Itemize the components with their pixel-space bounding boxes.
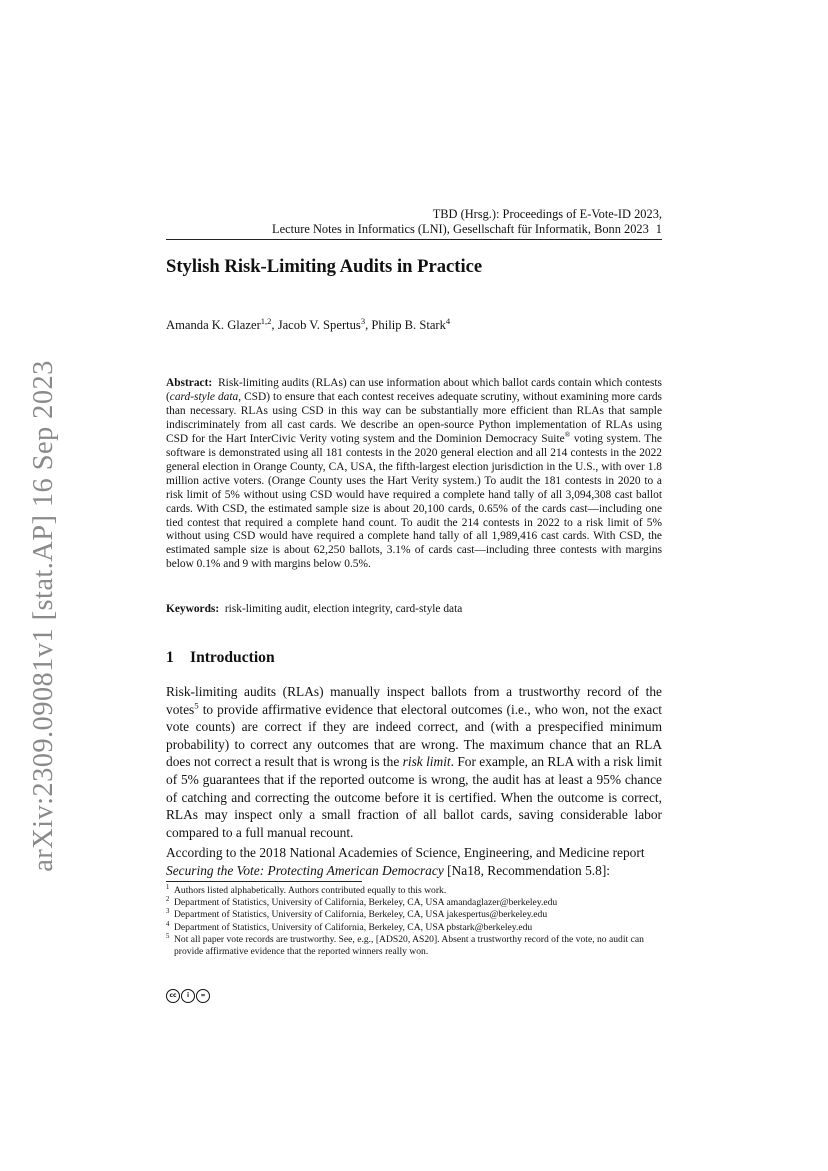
footnote-text: Department of Statistics, University of California, Berkeley, CA, USA amandaglazer@berkeley.edu — [174, 897, 558, 909]
footnote-mark: 4 — [166, 920, 170, 928]
author-separator: , — [365, 318, 372, 333]
section-title: Introduction — [190, 649, 275, 666]
section-number: 1 — [166, 649, 174, 666]
body-text: to provide affirmative evidence that electoral outcomes (i.e., who won, not the exact vote counts) are correct if they are indeed correct, and (with a prespecified minimum probability) to correct any outcomes that are wrong. The maximum chance that an RLA does not correct a result that is wrong is the — [166, 701, 662, 770]
author-affiliation-mark: 3 — [360, 316, 366, 326]
footnote-text: Department of Statistics, University of California, Berkeley, CA, USA jakespertus@berkeley.edu — [174, 909, 548, 921]
footnote-text: Department of Statistics, University of California, Berkeley, CA, USA pbstark@berkeley.edu — [174, 921, 533, 933]
running-header-venue: Lecture Notes in Informatics (LNI), Gesellschaft für Informatik, Bonn 2023 — [272, 222, 649, 236]
page-number: 1 — [655, 222, 662, 236]
no-derivatives-icon: = — [196, 989, 210, 1003]
author-affiliation-mark: 1,2 — [260, 316, 272, 326]
footnote-text: Authors listed alphabetically. Authors contributed equally to this work. — [174, 885, 447, 896]
footnote-marker: 5 — [194, 700, 199, 711]
registered-mark: ® — [564, 430, 571, 440]
footnote-mark: 5 — [166, 932, 170, 940]
body-text: [Na18, Recommendation 5.8]: — [443, 862, 611, 878]
abstract-label: Abstract: — [166, 377, 213, 389]
footnote — [166, 885, 662, 897]
footnote — [166, 897, 662, 909]
body-text: Risk-limiting audits (RLAs) manually inspect ballots from a trustworthy record of the votes — [166, 684, 662, 717]
footnote-mark: 3 — [166, 908, 170, 916]
running-header-line1: TBD (Hrsg.): Proceedings of E-Vote-ID 2023, — [432, 207, 662, 221]
author-separator: , — [271, 318, 278, 333]
author-affiliation-mark: 4 — [445, 316, 451, 326]
keywords-text: risk-limiting audit, election integrity, card-style data — [224, 603, 463, 615]
keywords-label: Keywords: — [166, 603, 220, 615]
abstract — [166, 377, 662, 572]
body-text: According to the 2018 National Academies of Science, Engineering, and Medicine report — [166, 845, 645, 860]
running-header-line2 — [166, 222, 662, 237]
footnote-mark: 1 — [166, 884, 170, 891]
intro-paragraph-2 — [166, 844, 662, 879]
report-title: Securing the Vote: Protecting American Democracy — [166, 862, 444, 878]
footnote-mark: 2 — [166, 896, 170, 904]
arxiv-side-stamp — [24, 360, 64, 872]
footnotes — [166, 885, 662, 958]
paper-title: Stylish Risk-Limiting Audits in Practice — [166, 256, 483, 277]
author-name: Philip B. Stark — [371, 318, 446, 333]
abstract-term: card-style data — [169, 390, 239, 403]
body-text: . For example, an RLA with a risk limit of 5% guarantees that if the reported outcome is wrong, the audit has at least a 95% chance of catching and correcting the outcome before it is certified. When the outcome is correct, RLAs may inspect only a small fraction of all ballot cards, saving considerable labor compared to a full manual recount. — [166, 754, 662, 840]
footnote-rule — [166, 881, 362, 882]
abstract-text: voting system. The software is demonstrated using all 181 contests in the 2020 general election and all 214 contests in the 2022 general election in Orange County, CA, USA, the fifth-largest election jurisdiction in the U.S., with over 1.8 million active voters. (Orange County uses the Hart Verity system.) To audit the 181 contests in 2020 to a risk limit of 5% without using CSD would have required a complete hand tally of all 3,094,308 cast ballot cards. With CSD, the estimated sample size is about 20,100 cards, 0.65% of the cards cast—including one tied contest that required a complete hand count. To audit the 214 contests in 2022 to a risk limit of 5% without using CSD would have required a complete hand tally of all 1,989,416 cast cards. With CSD, the estimated sample size is about 62,250 ballots, 3.1% of cards cast—including three contests with margins below 0.1% and 9 with margins below 0.5%. — [166, 432, 662, 571]
arxiv-identifier: arXiv:2309.09081v1 [stat.AP] 16 Sep 2023 — [28, 360, 59, 872]
keywords — [166, 602, 462, 616]
author-name: Jacob V. Spertus — [277, 318, 361, 333]
abstract-text: , CSD) to ensure that each contest receives adequate scrutiny, without examining more cards than necessary. RLAs using CSD in this way can be substantially more efficient than RLAs that sample indiscriminately from all cast cards. We describe an open-source Python implementation of RLAs using CSD for the Hart InterCivic Verity voting system and the Dominion Democracy Suite — [166, 390, 662, 445]
footnote-text: Not all paper vote records are trustworthy. See, e.g., [ADS20, AS20]. Absent a trustworthy record of the vote, no audit can provide affirmative evidence that the reported winners really won. — [174, 933, 644, 958]
creative-commons-icon: cc — [166, 989, 180, 1003]
abstract-text: Risk-limiting audits (RLAs) can use information about which ballot cards contain which contests ( — [166, 377, 662, 403]
author-list — [166, 313, 450, 333]
emphasized-term: risk limit — [402, 754, 451, 770]
author-name: Amanda K. Glazer — [166, 318, 261, 333]
footnote — [166, 922, 662, 934]
attribution-icon: i — [181, 989, 195, 1003]
running-header — [166, 207, 662, 237]
cc-by-nd-license-icon — [166, 989, 210, 1003]
intro-paragraph-1 — [166, 683, 662, 841]
section-heading — [166, 648, 275, 668]
footnote — [166, 934, 662, 958]
header-rule — [166, 239, 662, 240]
footnote — [166, 909, 662, 921]
